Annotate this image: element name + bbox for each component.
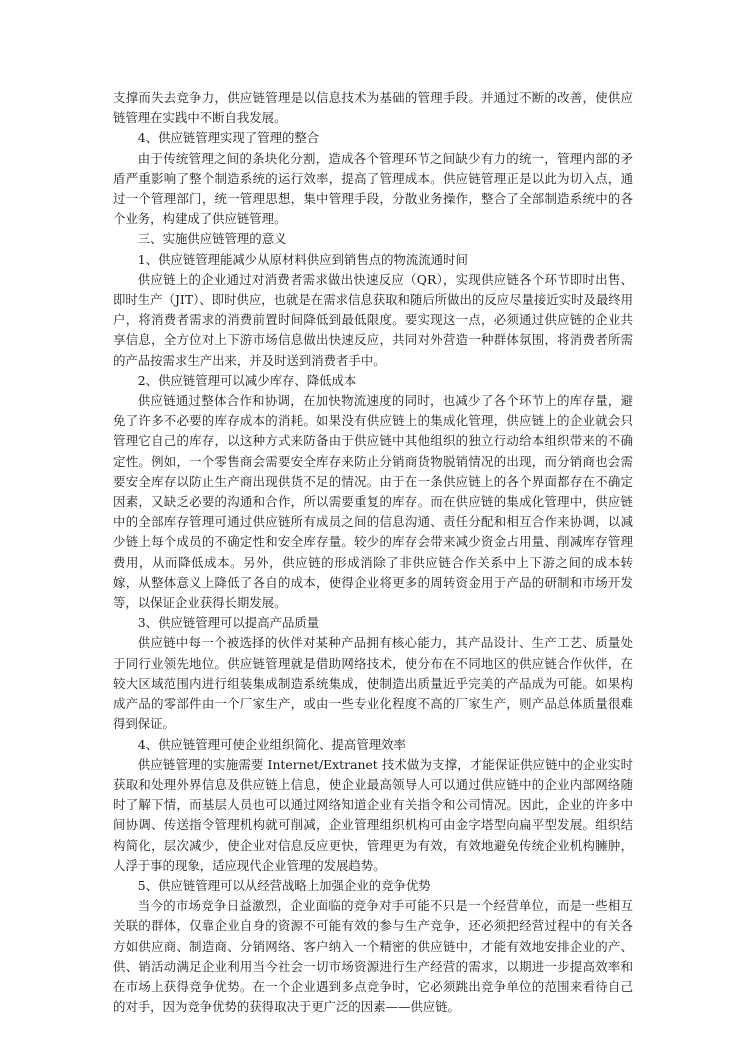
heading-management-integration: 4、供应链管理实现了管理的整合: [137, 130, 320, 146]
heading-competitive-advantage: 5、供应链管理可以从经营战略上加强企业的竞争优势: [137, 877, 431, 893]
section-heading-significance: 三、实施供应链管理的意义: [137, 231, 287, 247]
paragraph-competitive-advantage: 当今的市场竞争日益激烈，企业面临的竞争对手可能不只是一个经营单位，而是一些相互关联的群体，仅靠企业自身的资源不可能有效的参与生产竞争，还必须把经营过程中的有关各方如供应商、制造商、分销网络、客户纳入一个精密的供应链中，才能有效地安排企业的产、供、销活动满足企业利用当今社会一切市场资源进行生产经营的需求，以期进一步提高效率和在市场上获得竞争优势。在一个企业遇到多点竞争时，它必须跳出竞争单位的范围来看待自己的对手，因为竞争优势的获得取决于更广泛的因素——供应链。: [113, 898, 633, 1015]
paragraph-organization: 供应链管理的实施需要 Internet/Extranet 技术做为支撑，才能保证供应链中的企业实时获取和处理外界信息及供应链上信息，使企业最高领导人可以通过供应链中的企业内部网络随时了解下情，而基层人员也可以通过网络知道企业有关指令和公司情况。因此，企业的许多中间协调、传送指令管理机构就可削减，企业管理组织机构可由金字塔型向扁平型发展。组织结构简化，层次减少，使企业对信息反应更快，管理更为有效，有效地避免传统企业机构臃肿，人浮于事的现象，适应现代企业管理的发展趋势。: [113, 756, 633, 873]
document-body: [113, 88, 633, 1017]
heading-simplify-organization: 4、供应链管理可使企业组织简化、提高管理效率: [137, 736, 406, 752]
paragraph-continuation: 支撑而失去竞争力，供应链管理是以信息技术为基础的管理手段。并通过不断的改善，使供应链管理在实践中不断自我发展。: [113, 90, 633, 126]
heading-improve-quality: 3、供应链管理可以提高产品质量: [137, 615, 320, 631]
paragraph-integration: 由于传统管理之间的条块化分割，造成各个管理环节之间缺少有力的统一，管理内部的矛盾严重影响了整个制造系统的运行效率，提高了管理成本。供应链管理正是以此为切入点，通过一个管理部门，统一管理思想，集中管理手段，分散业务操作，整合了全部制造系统中的各个业务，构建成了供应链管理。: [113, 150, 633, 227]
paragraph-inventory: 供应链通过整体合作和协调，在加快物流速度的同时，也减少了各个环节上的库存量，避免了许多不必要的库存成本的消耗。如果没有供应链上的集成化管理，供应链上的企业就会只管理它自己的库存，以这种方式来防备由于供应链中其他组织的独立行动给本组织带来的不确定性。例如，一个零售商会需要安全库存来防止分销商货物脱销情况的出现，而分销商也会需要安全库存以防止生产商出现供货不足的情况。由于在一条供应链上的各个界面都存在不确定因素，又缺乏必要的沟通和合作，所以需要重复的库存。而在供应链的集成化管理中，供应链中的全部库存管理可通过供应链所有成员之间的信息沟通、责任分配和相互合作来协调，以减少链上每个成员的不确定性和安全库存量。较少的库存会带来减少资金占用量、削减库存管理费用，从而降低成本。另外，供应链的形成消除了非供应链合作关系中上下游之间的成本转嫁，从整体意义上降低了各自的成本，使得企业将更多的周转资金用于产品的研制和市场开发等，以保证企业获得长期发展。: [113, 393, 633, 611]
heading-reduce-logistics-time: 1、供应链管理能减少从原材料供应到销售点的物流流通时间: [137, 251, 468, 267]
paragraph-quality: 供应链中每一个被选择的伙伴对某种产品拥有核心能力，其产品设计、生产工艺、质量处于同行业领先地位。供应链管理就是借助网络技术，使分布在不同地区的供应链合作伙伴，在较大区域范围内进行组装集成制造系统集成，使制造出质量近乎完美的产品成为可能。如果构成产品的零部件由一个厂家生产，或由一些专业化程度不高的厂家生产，则产品总体质量很难得到保证。: [113, 635, 633, 732]
paragraph-logistics-time: 供应链上的企业通过对消费者需求做出快速反应（QR），实现供应链各个环节即时出售、即时生产（JIT）、即时供应，也就是在需求信息获取和随后所做出的反应尽量接近实时及最终用户，将消费者需求的消费前置时间降低到最低限度。要实现这一点，必须通过供应链的企业共享信息，全方位对上下游市场信息做出快速反应，共同对外营造一种群体氛围，将消费者所需的产品按需求生产出来，并及时送到消费者手中。: [113, 271, 633, 368]
heading-reduce-inventory: 2、供应链管理可以减少库存、降低成本: [137, 372, 357, 388]
